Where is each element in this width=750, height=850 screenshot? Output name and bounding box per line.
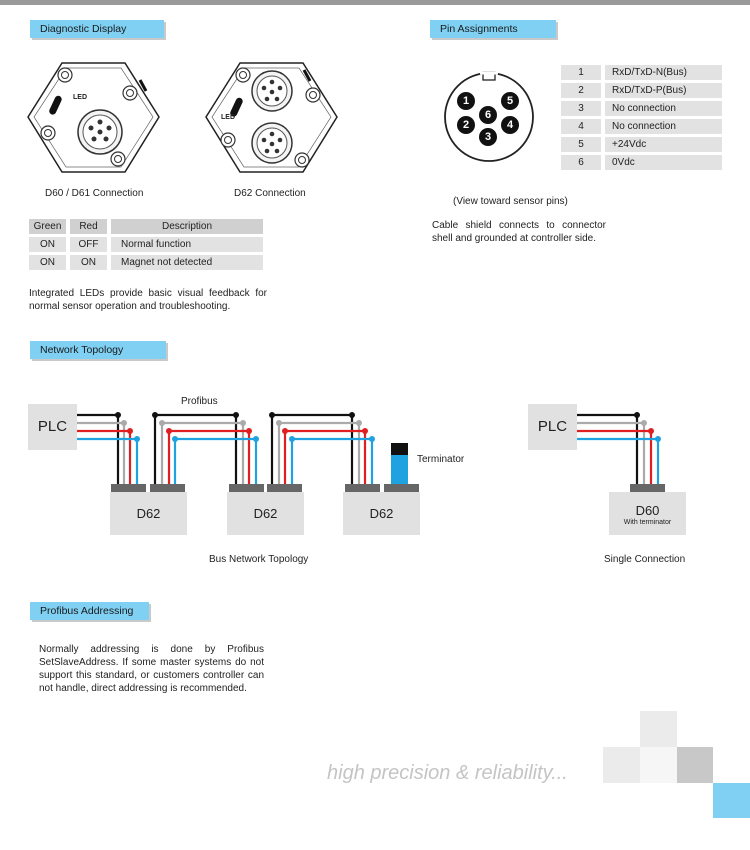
table-row	[29, 237, 263, 252]
shield-note: Cable shield connects to connector shell and grounded at controller side.	[432, 220, 606, 244]
table-row	[29, 255, 263, 270]
d62-node-2: D62	[227, 492, 304, 535]
pin-number: 3	[561, 101, 601, 116]
led-note: Integrated LEDs provide basic visual feedback for normal sensor operation and troubleshooting.	[29, 288, 267, 312]
d60-node-label: D60	[635, 503, 660, 518]
pin-signal: RxD/TxD-P(Bus)	[605, 83, 722, 98]
pin-view-caption: (View toward sensor pins)	[453, 196, 568, 207]
pin-number: 6	[561, 155, 601, 170]
led-table-header	[29, 219, 263, 234]
pin-assignment-table	[561, 62, 722, 173]
pin-signal: +24Vdc	[605, 137, 722, 152]
cell-description: Magnet not detected	[111, 255, 263, 270]
section-tab-pins: Pin Assignments	[430, 20, 556, 38]
single-connection-caption: Single Connection	[604, 554, 686, 565]
profibus-label: Profibus	[181, 396, 218, 407]
pin-6: 6	[479, 106, 497, 124]
table-row	[561, 101, 722, 116]
top-bar	[0, 0, 750, 5]
d60-connection-caption: D60 / D61 Connection	[45, 188, 144, 199]
pin-number: 1	[561, 65, 601, 80]
plc-box-single: PLC	[528, 404, 577, 450]
cell-red: OFF	[70, 237, 107, 252]
section-tab-network: Network Topology	[30, 341, 166, 359]
pin-number: 4	[561, 119, 601, 134]
d60-node	[609, 492, 686, 535]
pin-dots	[442, 70, 536, 164]
d62-node-3: D62	[343, 492, 420, 535]
cell-red: ON	[70, 255, 107, 270]
bus-topology-caption: Bus Network Topology	[209, 554, 309, 565]
header-red: Red	[70, 219, 107, 234]
d60-connector-illustration	[22, 55, 162, 180]
pin-4: 4	[501, 116, 519, 134]
decor-square	[603, 747, 640, 783]
pin-1: 1	[457, 92, 475, 110]
table-row	[561, 137, 722, 152]
cell-green: ON	[29, 255, 66, 270]
header-green: Green	[29, 219, 66, 234]
pin-number: 5	[561, 137, 601, 152]
pin-signal: 0Vdc	[605, 155, 722, 170]
terminator-label: Terminator	[417, 454, 465, 465]
led-label-d60: LED	[73, 94, 87, 101]
decor-square	[640, 711, 677, 747]
pin-5: 5	[501, 92, 519, 110]
pin-signal: No connection	[605, 101, 722, 116]
pin-number: 2	[561, 83, 601, 98]
pin-signal: No connection	[605, 119, 722, 134]
decor-square	[677, 747, 713, 783]
pin-3: 3	[479, 128, 497, 146]
table-row	[561, 155, 722, 170]
addressing-text: Normally addressing is done by Profibus SetSlaveAddress. If some master systems do not support this standard, or customers controller can not handle, direct addressing is recommended.	[39, 644, 264, 694]
table-row	[561, 119, 722, 134]
d62-node-1: D62	[110, 492, 187, 535]
plc-box: PLC	[28, 404, 77, 450]
header-description: Description	[111, 219, 263, 234]
pin-2: 2	[457, 116, 475, 134]
decor-square	[640, 747, 677, 783]
cell-green: ON	[29, 237, 66, 252]
section-tab-diagnostic: Diagnostic Display	[30, 20, 164, 38]
pin-signal: RxD/TxD-N(Bus)	[605, 65, 722, 80]
d62-connection-caption: D62 Connection	[234, 188, 306, 199]
decor-square-accent	[713, 783, 750, 818]
tagline: high precision & reliability...	[327, 762, 568, 784]
section-tab-addressing: Profibus Addressing	[30, 602, 149, 620]
d60-node-sublabel: With terminator	[623, 519, 672, 526]
table-row	[561, 65, 722, 80]
led-status-table	[29, 216, 263, 273]
cell-description: Normal function	[111, 237, 263, 252]
led-label-d62: LED	[221, 114, 235, 121]
table-row	[561, 83, 722, 98]
